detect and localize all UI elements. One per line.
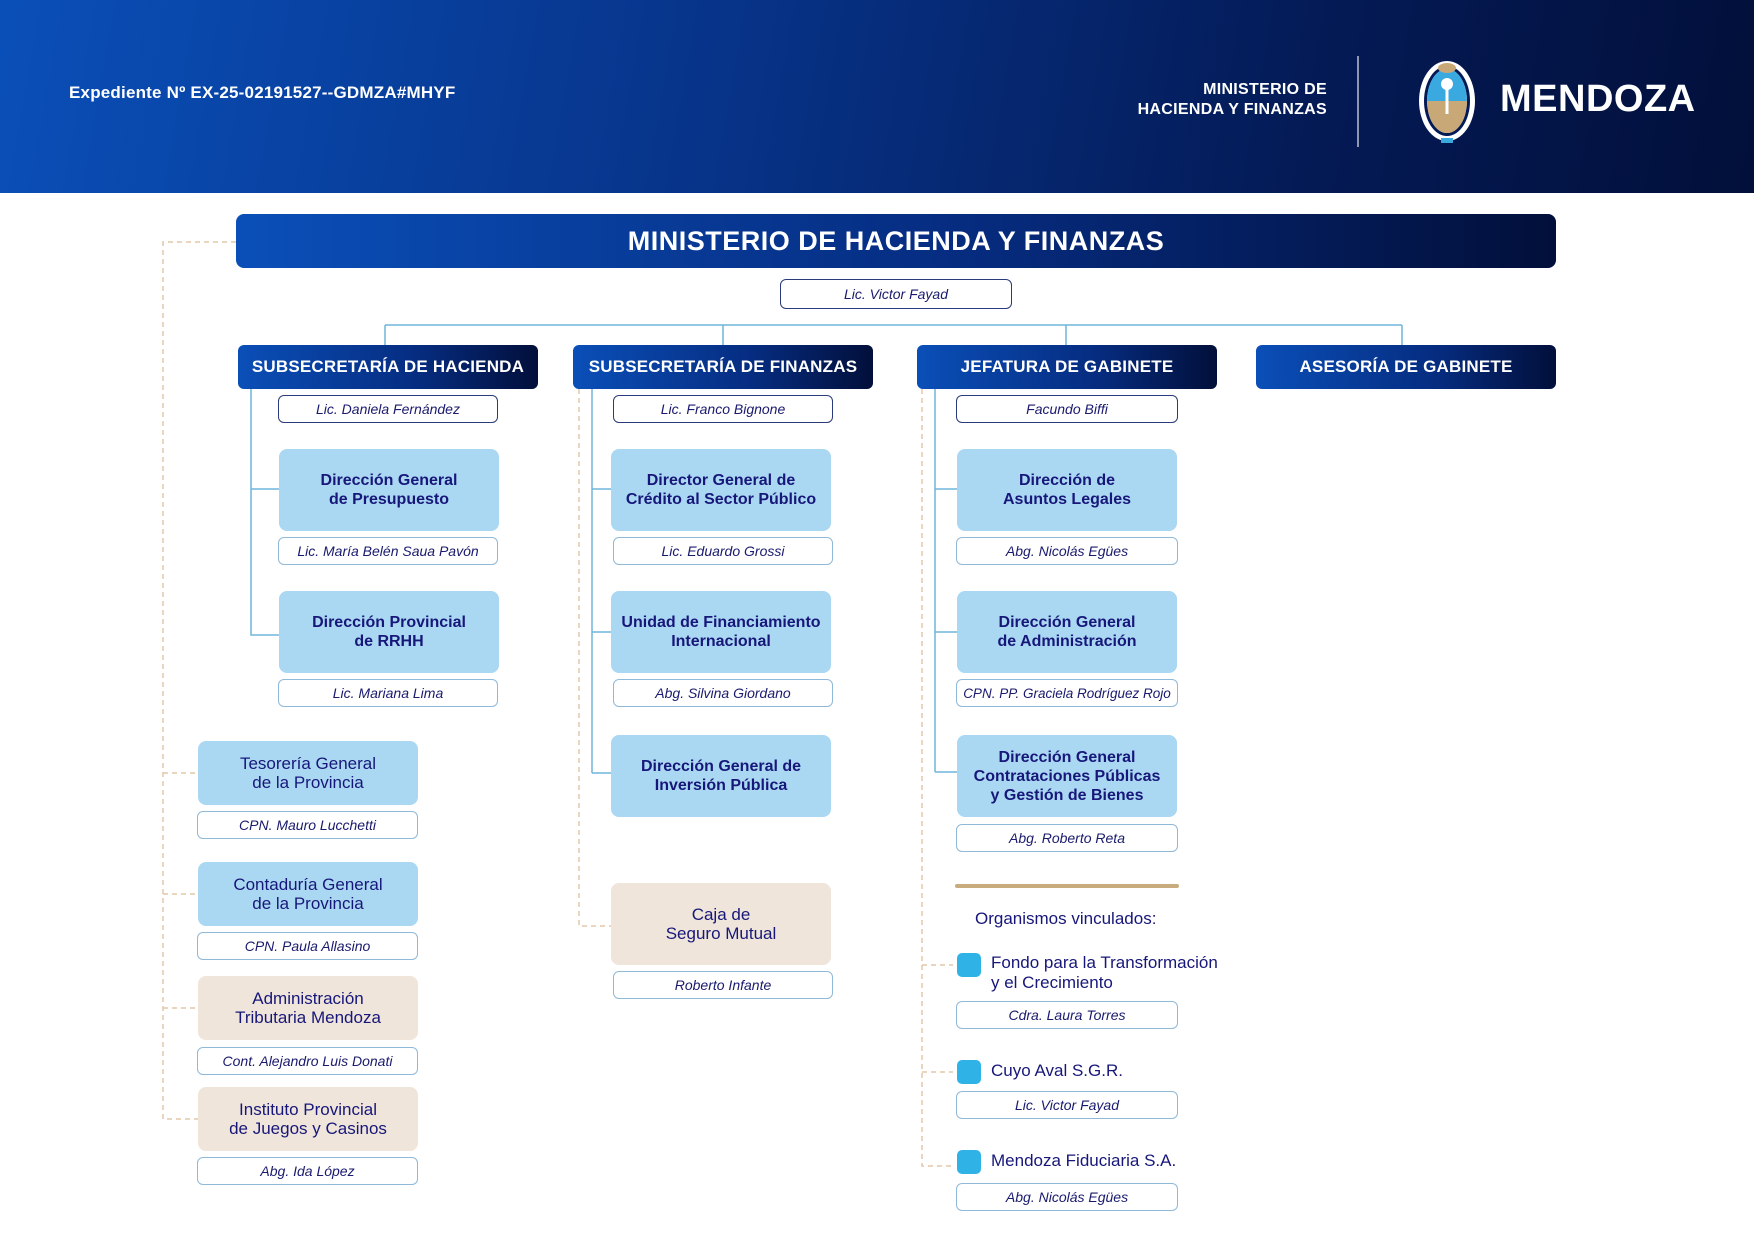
unit-name-line: Instituto Provincial: [239, 1100, 377, 1119]
unit-name-line: de la Provincia: [252, 894, 364, 913]
unit-name-line: Caja de: [691, 905, 751, 924]
organismo-name-line: y el Crecimiento: [991, 973, 1113, 992]
header-ministry-line1: MINISTERIO DE: [1203, 81, 1327, 98]
organismo-cuyo-aval: Cuyo Aval S.G.R.: [991, 1061, 1123, 1080]
unit-name-line: Seguro Mutual: [665, 924, 777, 943]
jefatura-gabinete-header: JEFATURA DE GABINETE: [917, 345, 1217, 389]
person-name: Abg. Silvina Giordano: [613, 679, 833, 707]
unit-financiamiento-internacional: [611, 591, 831, 673]
unit-name-line: de la Provincia: [252, 773, 364, 792]
unit-name-line: Unidad de Financiamiento: [621, 614, 821, 631]
unit-name-line: Dirección General: [998, 614, 1136, 631]
subsecretaria-finanzas-header: SUBSECRETARÍA DE FINANZAS: [573, 345, 873, 389]
unit-name-line: Dirección General: [320, 472, 458, 489]
unit-name-line: Tributaria Mendoza: [235, 1008, 381, 1027]
organismo-bullet-icon: [957, 953, 981, 977]
unit-direccion-general-presupuesto: [279, 449, 499, 531]
asesoria-gabinete-header: ASESORÍA DE GABINETE: [1256, 345, 1556, 389]
unit-name-line: Dirección de: [1018, 472, 1116, 489]
unit-contrataciones-publicas: [957, 735, 1177, 817]
person-name: Lic. Victor Fayad: [956, 1091, 1178, 1119]
person-name: Lic. María Belén Saua Pavón: [278, 537, 498, 565]
unit-inversion-publica: [611, 735, 831, 817]
person-name: Abg. Roberto Reta: [956, 824, 1178, 852]
unit-name-line: Internacional: [671, 633, 771, 650]
main-title: MINISTERIO DE HACIENDA Y FINANZAS: [236, 214, 1556, 268]
unit-administracion-tributaria: [198, 976, 418, 1040]
unit-name-line: Dirección Provincial: [312, 614, 466, 631]
unit-name-line: Crédito al Sector Público: [625, 491, 817, 508]
unit-name-line: y Gestión de Bienes: [990, 786, 1144, 804]
unit-name-line: de Presupuesto: [328, 491, 449, 508]
unit-name-line: de Administración: [997, 633, 1137, 650]
organismo-fondo-transformacion: [991, 953, 1218, 993]
organismos-divider: [955, 884, 1179, 888]
unit-contaduria-general: [198, 862, 418, 926]
unit-credito-sector-publico: [611, 449, 831, 531]
organismo-name-line: Fondo para la Transformación: [991, 953, 1218, 972]
header-ministry-line2: HACIENDA Y FINANZAS: [1137, 101, 1327, 118]
brand-mendoza: MENDOZA: [1500, 78, 1696, 120]
person-name: Lic. Eduardo Grossi: [613, 537, 833, 565]
organismo-bullet-icon: [957, 1060, 981, 1084]
unit-name-line: Administración: [252, 989, 364, 1008]
person-name: Lic. Mariana Lima: [278, 679, 498, 707]
unit-name-line: Asuntos Legales: [1002, 491, 1132, 508]
person-name: CPN. Paula Allasino: [197, 932, 418, 960]
unit-name-line: Inversión Pública: [654, 777, 788, 794]
unit-tesoreria-general: [198, 741, 418, 805]
unit-name-line: Contrataciones Públicas: [973, 767, 1161, 785]
organismos-title: Organismos vinculados:: [975, 909, 1157, 928]
minister-name: Lic. Victor Fayad: [780, 279, 1012, 309]
jefatura-head-name: Facundo Biffi: [956, 395, 1178, 423]
unit-direccion-provincial-rrhh: [279, 591, 499, 673]
person-name: Roberto Infante: [613, 971, 833, 999]
unit-name-line: Director General de: [646, 472, 796, 489]
unit-name-line: Contaduría General: [233, 875, 383, 894]
subsecretaria-hacienda-header: SUBSECRETARÍA DE HACIENDA: [238, 345, 538, 389]
person-name: Abg. Nicolás Egües: [956, 1183, 1178, 1211]
person-name: CPN. PP. Graciela Rodríguez Rojo: [956, 679, 1178, 707]
unit-direccion-general-administracion: [957, 591, 1177, 673]
unit-name-line: Tesorería General: [239, 754, 377, 773]
person-name: CPN. Mauro Lucchetti: [197, 811, 418, 839]
organismo-mendoza-fiduciaria: Mendoza Fiduciaria S.A.: [991, 1151, 1177, 1170]
organismo-bullet-icon: [957, 1150, 981, 1174]
expediente-number: Expediente Nº EX-25-02191527--GDMZA#MHYF: [69, 83, 456, 102]
unit-name-line: de RRHH: [354, 633, 424, 650]
unit-name-line: de Juegos y Casinos: [229, 1119, 387, 1138]
person-name: Abg. Ida López: [197, 1157, 418, 1185]
unit-name-line: Dirección General de: [640, 758, 802, 775]
unit-caja-seguro-mutual: [611, 883, 831, 965]
person-name: Abg. Nicolás Egües: [956, 537, 1178, 565]
hacienda-head-name: Lic. Daniela Fernández: [278, 395, 498, 423]
person-name: Cont. Alejandro Luis Donati: [197, 1047, 418, 1075]
person-name: Cdra. Laura Torres: [956, 1001, 1178, 1029]
unit-instituto-juegos-casinos: [198, 1087, 418, 1151]
unit-asuntos-legales: [957, 449, 1177, 531]
finanzas-head-name: Lic. Franco Bignone: [613, 395, 833, 423]
unit-name-line: Dirección General: [998, 748, 1136, 766]
